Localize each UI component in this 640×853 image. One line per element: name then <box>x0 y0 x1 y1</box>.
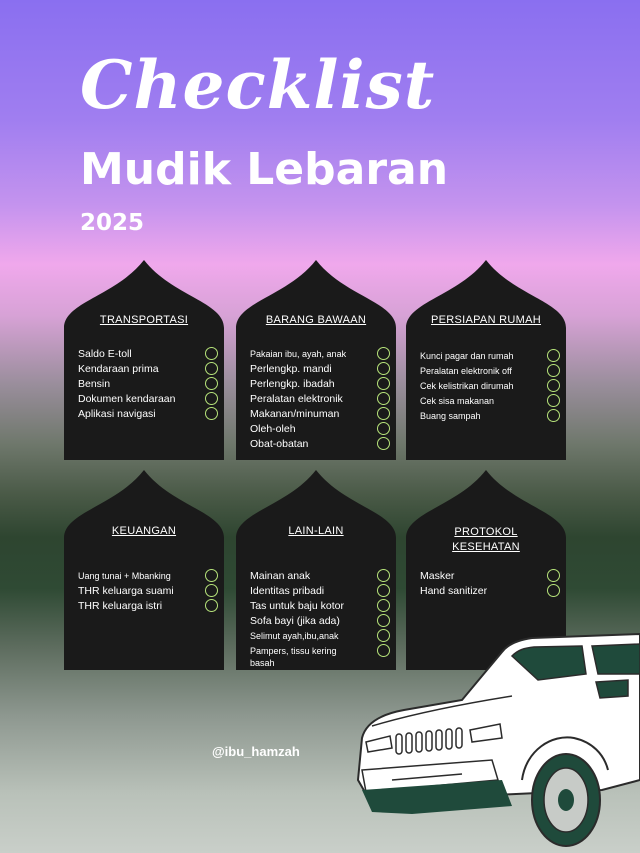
car-illustration <box>352 630 640 853</box>
item-label: Cek sisa makanan <box>420 396 495 406</box>
item-label: Hand sanitizer <box>420 585 488 597</box>
checklist-item[interactable] <box>420 569 560 584</box>
checklist-item[interactable] <box>78 569 218 584</box>
item-label: Makanan/minuman <box>250 408 340 420</box>
social-handle: @ibu_hamzah <box>212 744 300 759</box>
checklist-item[interactable] <box>420 394 560 409</box>
checklist-item[interactable] <box>250 599 390 614</box>
card-barang-bawaan <box>236 260 396 460</box>
item-label: THR keluarga istri <box>78 600 163 612</box>
item-label: Perlengkp. mandi <box>250 363 332 375</box>
checkbox-circle[interactable] <box>377 377 390 390</box>
checkbox-circle[interactable] <box>205 362 218 375</box>
checklist-item[interactable] <box>78 392 218 407</box>
item-label: Sofa bayi (jika ada) <box>250 615 340 627</box>
checkbox-circle[interactable] <box>547 379 560 392</box>
card-title: PROTOKOL KESEHATAN <box>452 526 520 553</box>
item-label: Cek kelistrikan dirumah <box>420 381 514 391</box>
checklist-item[interactable] <box>250 422 390 437</box>
item-label: Oleh-oleh <box>250 423 296 435</box>
checkbox-circle[interactable] <box>547 569 560 582</box>
item-label: Kunci pagar dan rumah <box>420 351 514 361</box>
item-label: Pampers, tissu kering basah <box>250 646 337 668</box>
checkbox-circle[interactable] <box>547 409 560 422</box>
item-label: Masker <box>420 570 455 582</box>
checkbox-circle[interactable] <box>377 437 390 450</box>
checkbox-circle[interactable] <box>547 584 560 597</box>
item-label: Selimut ayah,ibu,anak <box>250 631 339 641</box>
item-label: Dokumen kendaraan <box>78 393 176 405</box>
item-label: Obat-obatan <box>250 438 309 450</box>
checkbox-circle[interactable] <box>377 422 390 435</box>
checkbox-circle[interactable] <box>377 362 390 375</box>
checkbox-circle[interactable] <box>547 364 560 377</box>
title-checklist: Checklist <box>80 46 436 124</box>
item-label: Aplikasi navigasi <box>78 408 156 420</box>
checkbox-circle[interactable] <box>377 614 390 627</box>
checkbox-circle[interactable] <box>377 392 390 405</box>
item-label: Mainan anak <box>250 570 311 582</box>
card-title: LAIN-LAIN <box>288 525 344 537</box>
checkbox-circle[interactable] <box>377 584 390 597</box>
checkbox-circle[interactable] <box>205 569 218 582</box>
item-label: Buang sampah <box>420 411 481 421</box>
checklist-item[interactable] <box>250 362 390 377</box>
checkbox-circle[interactable] <box>205 347 218 360</box>
checklist-item[interactable] <box>250 569 390 584</box>
checkbox-circle[interactable] <box>377 407 390 420</box>
checklist-item[interactable] <box>78 407 218 422</box>
card-keuangan <box>64 470 224 670</box>
checkbox-circle[interactable] <box>377 347 390 360</box>
item-label: Uang tunai + Mbanking <box>78 571 171 581</box>
card-transportasi <box>64 260 224 460</box>
item-label: Bensin <box>78 378 111 390</box>
checklist-item[interactable] <box>250 437 390 452</box>
checklist-item[interactable] <box>78 362 218 377</box>
item-label: Pakaian ibu, ayah, anak <box>250 349 347 359</box>
item-label: Peralatan elektronik off <box>420 366 512 376</box>
item-label: Identitas pribadi <box>250 585 325 597</box>
checklist-item[interactable] <box>250 584 390 599</box>
year: 2025 <box>80 210 145 236</box>
checkbox-circle[interactable] <box>205 584 218 597</box>
checklist-item[interactable] <box>78 347 218 362</box>
checklist-item[interactable] <box>420 364 560 379</box>
item-label: THR keluarga suami <box>78 585 174 597</box>
item-label: Peralatan elektronik <box>250 393 343 405</box>
item-label: Kendaraan prima <box>78 363 159 375</box>
card-title: TRANSPORTASI <box>99 314 189 326</box>
checkbox-circle[interactable] <box>205 392 218 405</box>
checklist-item[interactable] <box>250 347 390 362</box>
checklist-item[interactable] <box>250 614 390 629</box>
checkbox-circle[interactable] <box>377 569 390 582</box>
checkbox-circle[interactable] <box>205 407 218 420</box>
checklist-item[interactable] <box>250 407 390 422</box>
checklist-item[interactable] <box>420 409 560 424</box>
item-label: Saldo E-toll <box>78 348 132 360</box>
card-title: BARANG BAWAAN <box>265 314 367 326</box>
checkbox-circle[interactable] <box>205 377 218 390</box>
item-label: Perlengkp. ibadah <box>250 378 335 390</box>
checklist-item[interactable] <box>78 377 218 392</box>
card-title: KEUANGAN <box>111 525 177 537</box>
checklist-item[interactable] <box>420 349 560 364</box>
card-persiapan-rumah <box>406 260 566 460</box>
subtitle: Mudik Lebaran <box>80 144 449 195</box>
checklist-item[interactable] <box>78 584 218 599</box>
checkbox-circle[interactable] <box>205 599 218 612</box>
checklist-item[interactable] <box>250 377 390 392</box>
checklist-item[interactable] <box>78 599 218 614</box>
checkbox-circle[interactable] <box>547 349 560 362</box>
checklist-item[interactable] <box>420 584 560 599</box>
item-label: Tas untuk baju kotor <box>250 600 344 612</box>
checkbox-circle[interactable] <box>547 394 560 407</box>
card-title: PERSIAPAN RUMAH <box>430 314 542 326</box>
checklist-item[interactable] <box>420 379 560 394</box>
checklist-item[interactable] <box>250 392 390 407</box>
checkbox-circle[interactable] <box>377 599 390 612</box>
